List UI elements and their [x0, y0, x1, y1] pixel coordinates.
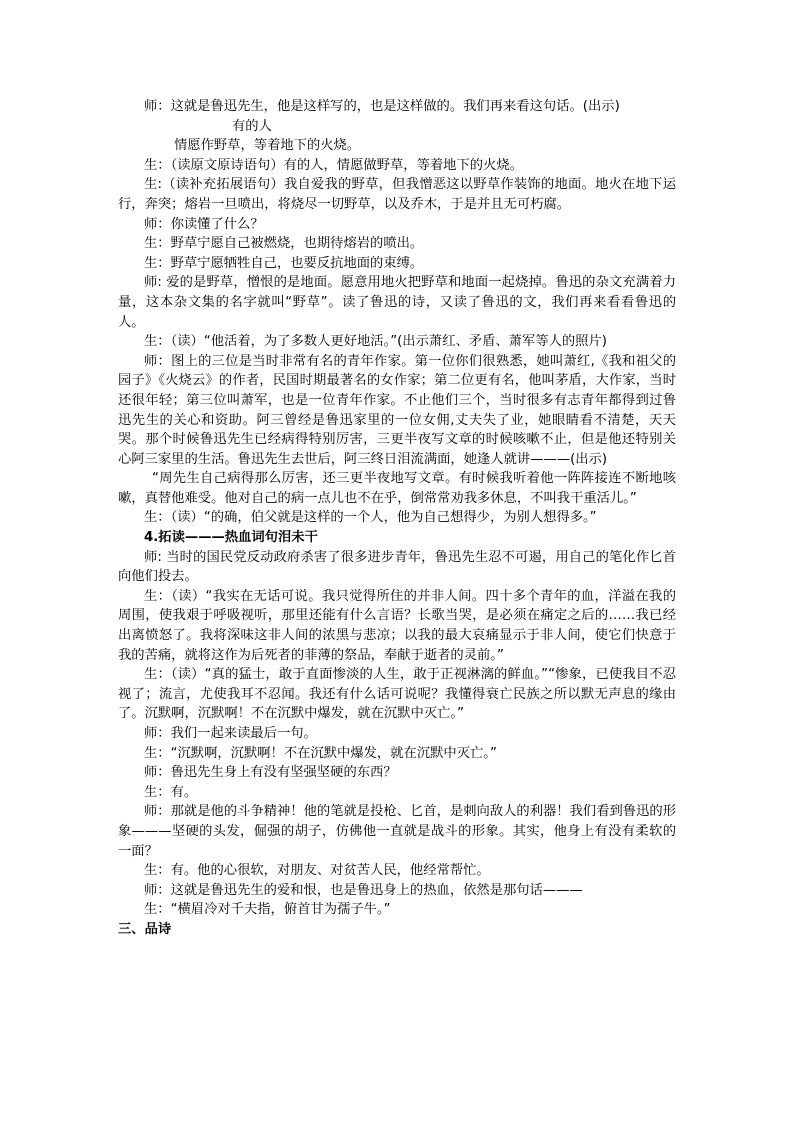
paragraph: 生：“沉默啊，沉默啊！不在沉默中爆发，就在沉默中灭亡。”: [144, 745, 497, 761]
paragraph: 生：（读原文原诗语句）有的人，情愿做野草，等着地下的火烧。: [144, 157, 523, 173]
paragraph: 生：（读）“真的猛士，敢于直面惨淡的人生，敢于正视淋漓的鲜血。”“惨象，已使我目不忍视了；流言，尤使我耳不忍闻。我还有什么话可说呢？我懂得衰亡民族之所以默无声息的缘由了。沉默啊，沉默啊！不在沉默中爆发，就在沉默中灭亡。”: [118, 667, 676, 722]
paragraph: 生：（读）“他活着，为了多数人更好地活。”(出示萧红、矛盾、萧军等人的照片): [144, 334, 607, 350]
paragraph: 生：（读）“我实在无话可说。我只觉得所住的并非人间。四十多个青年的血，洋溢在我的周围，使我艰于呼吸视听，那里还能有什么言语？长歌当哭，是必须在痛定之后的……我已经出离愤怒了。我将深味这非人间的浓黑与悲凉；以我的最大哀痛显示于非人间，使它们快意于我的苦痛，就将这作为后死者的菲薄的祭品，奉献于逝者的灵前。”: [118, 588, 676, 663]
poem-line-1: 有的人: [232, 118, 272, 134]
quote-paragraph: “周先生自己病得那么厉害，还三更半夜地写文章。有时候我听着他一阵阵接连不断地咳嗽，真替他难受。他对自己的病一点儿也不在乎，倒常常劝我多休息，不叫我干重活儿。”: [118, 471, 676, 506]
paragraph: 生：有。他的心很软，对朋友、对贫苦人民，他经常帮忙。: [144, 863, 490, 879]
poem-line-2: 情愿作野草，等着地下的火烧。: [174, 138, 361, 154]
paragraph: 师：这就是鲁迅先生的爱和恨，也是鲁迅身上的热血，依然是那句话———: [144, 882, 583, 898]
paragraph: 师: 当时的国民党反动政府杀害了很多进步青年，鲁迅先生忍不可遏，用自己的笔化作匕首向他们投去。: [118, 549, 676, 585]
paragraph: 师：你读懂了什么？: [144, 216, 264, 232]
paragraph: 生：有。: [144, 784, 198, 800]
section-heading: 4.拓读———热血词句泪未干: [144, 530, 318, 546]
paragraph: 师：鲁迅先生身上有没有坚强坚硬的东西？: [144, 765, 397, 781]
paragraph: 师：我们一起来读最后一句。: [144, 726, 317, 741]
paragraph: 生：（读）“的确，伯父就是这样的一个人，他为自己想得少，为别人想得多。”: [144, 510, 597, 526]
paragraph: 生：“横眉冷对千夫指，俯首甘为孺子牛。”: [144, 902, 391, 918]
paragraph: 师：这就是鲁迅先生，他是这样写的，也是这样做的。我们再来看这句话。(出示): [144, 99, 620, 114]
document-page: [118, 97, 676, 940]
section-heading: 三、品诗: [118, 921, 172, 937]
paragraph: 生：野草宁愿自己被燃烧，也期待熔岩的喷出。: [144, 236, 424, 252]
paragraph: 生：野草宁愿牺牲自己，也要反抗地面的束缚。: [144, 255, 424, 271]
paragraph: 生:（读补充拓展语句）我自爱我的野草，但我憎恶这以野草作装饰的地面。地火在地下运行，奔突；熔岩一旦喷出，将烧尽一切野草，以及乔木，于是并且无可朽腐。: [118, 177, 676, 212]
paragraph: 师：那就是他的斗争精神！他的笔就是投枪、匕首，是刺向敌人的利器！我们看到鲁迅的形象———坚硬的头发，倔强的胡子，仿佛他一直就是战斗的形象。其实，他身上有没有柔软的一面？: [118, 804, 676, 859]
paragraph: 师：图上的三位是当时非常有名的青年作家。第一位你们很熟悉，她叫萧红,《我和祖父的园子》《火烧云》的作者，民国时期最著名的女作家；第二位更有名，他叫茅盾，大作家，当时还很年轻；第三位叫萧军，也是一位青年作家。不止他们三个，当时很多有志青年都得到过鲁迅先生的关心和资助。阿三曾经是鲁迅家里的一位女佣,丈夫失了业，她眼睛看不清楚，天天哭。那个时候鲁迅先生已经病得特别厉害，三更半夜写文章的时候咳嗽不止，但是他还特别关心阿三家里的生活。鲁迅先生去世后，阿三终日泪流满面，她逢人就讲———(出示): [118, 353, 676, 467]
paragraph: 师: 爱的是野草，憎恨的是地面。愿意用地火把野草和地面一起烧掉。鲁迅的杂文充满着力量，这本杂文集的名字就叫“野草”。读了鲁迅的诗，又读了鲁迅的文，我们再来看看鲁迅的人。: [118, 275, 676, 330]
